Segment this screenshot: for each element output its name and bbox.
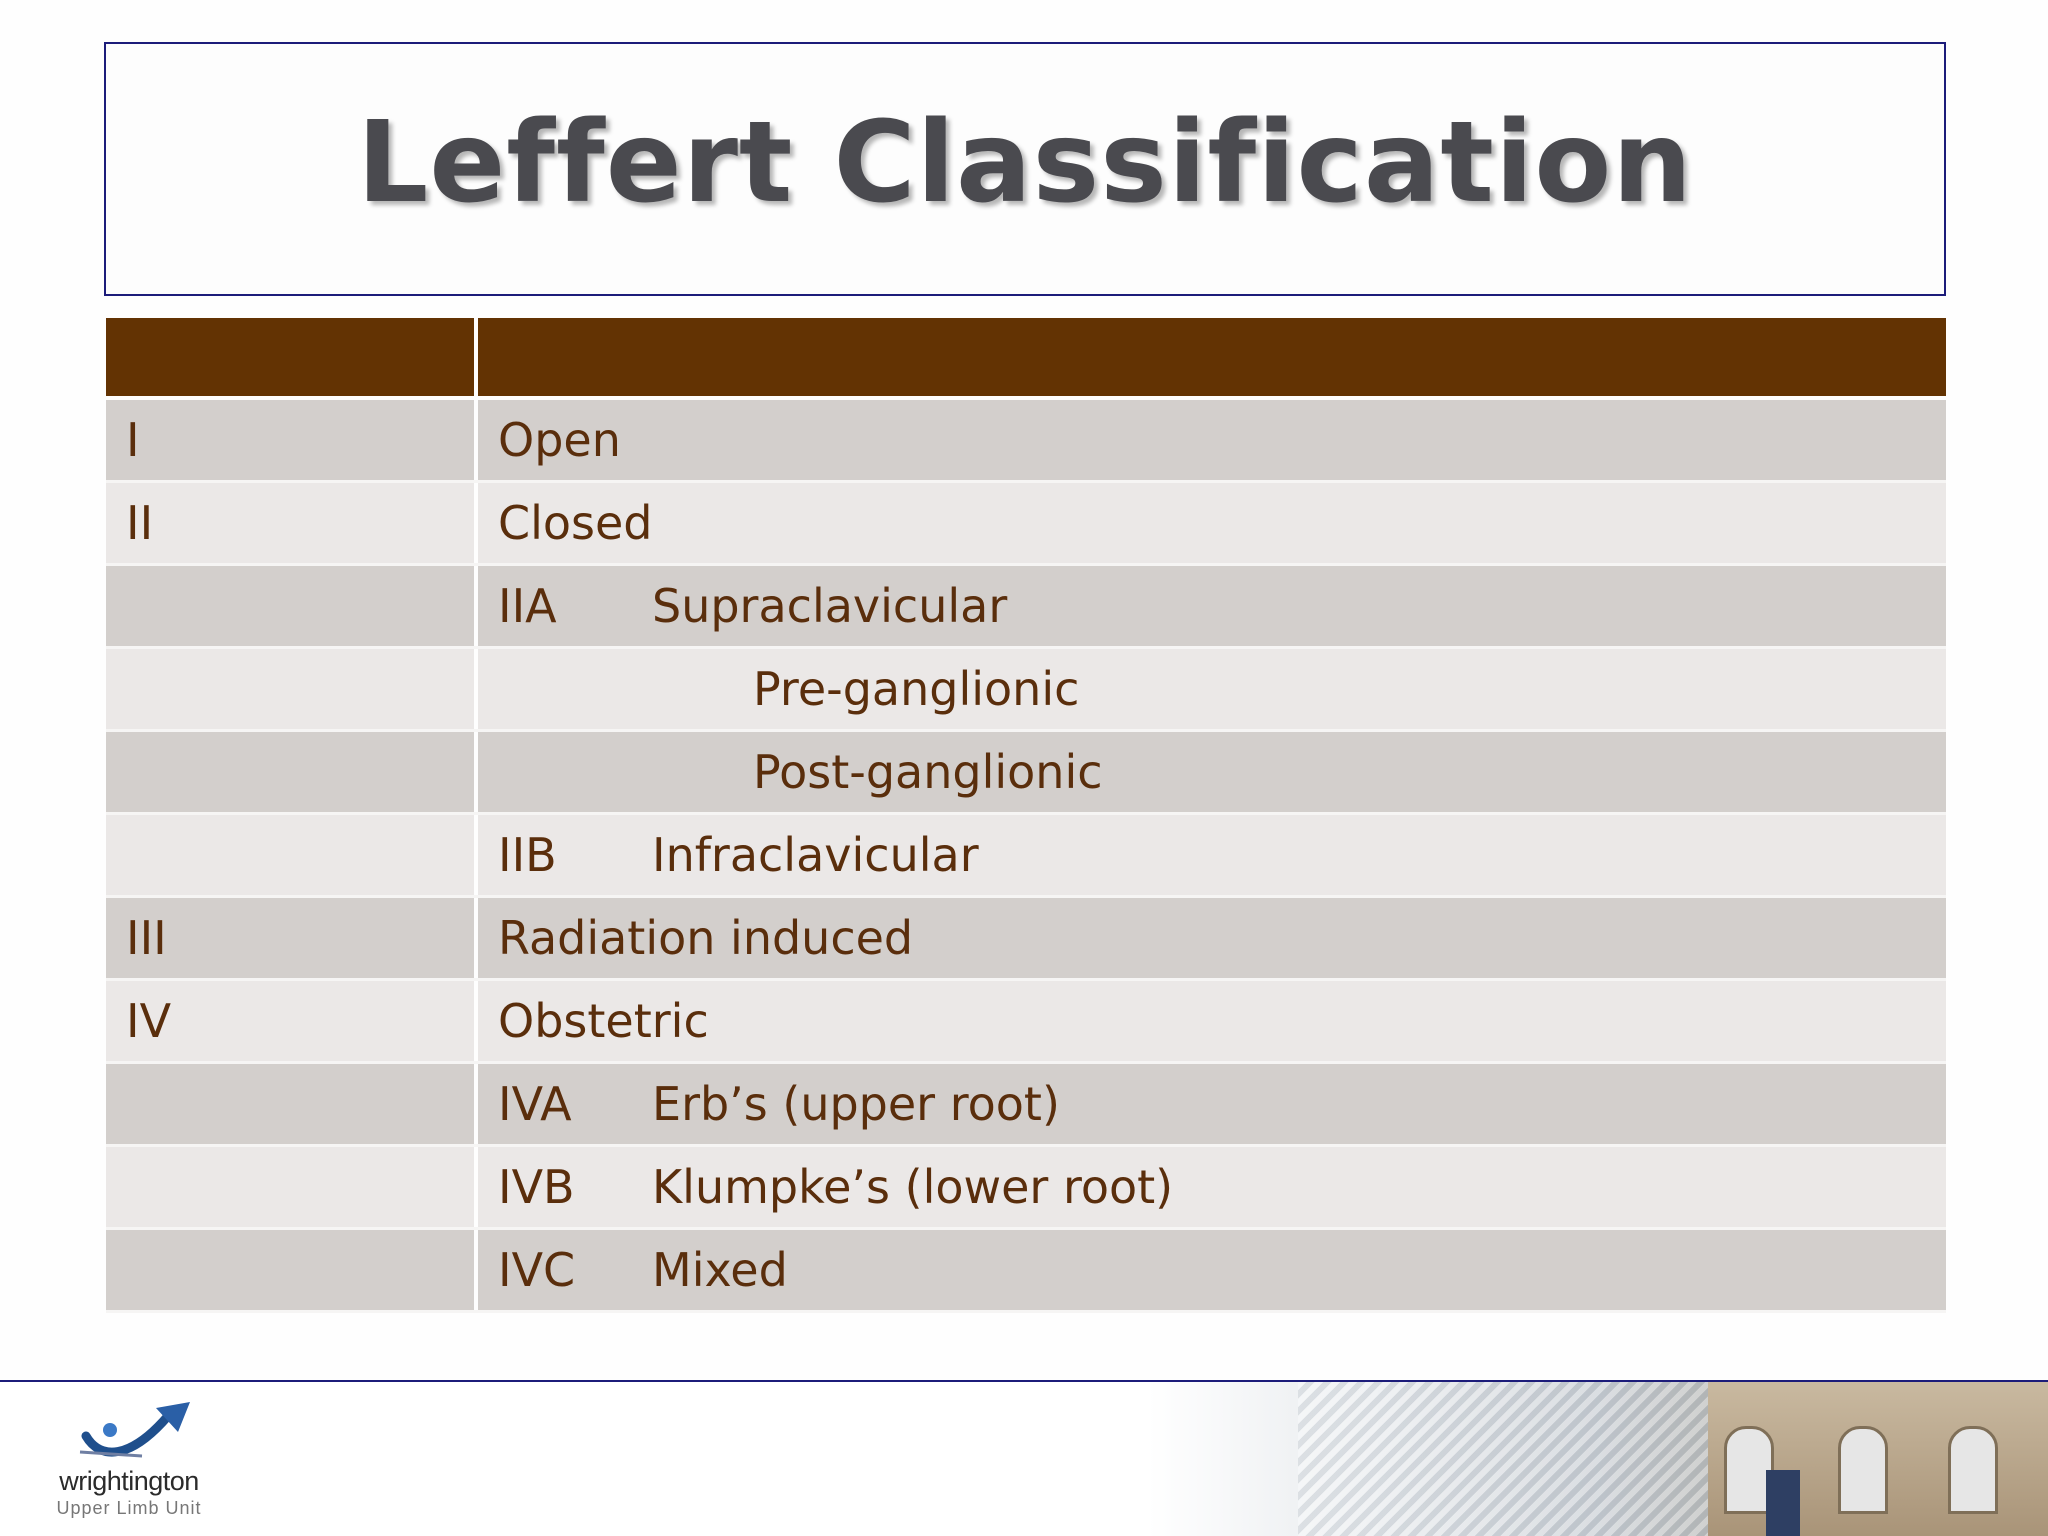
type-cell	[106, 1230, 474, 1310]
subtype-code: IVA	[498, 1077, 572, 1131]
description-cell	[478, 649, 1946, 729]
description-cell	[478, 400, 1946, 480]
description-cell	[478, 732, 1946, 812]
building-door	[1766, 1470, 1800, 1536]
type-cell	[106, 649, 474, 729]
title-box	[104, 42, 1946, 296]
arched-window	[1838, 1426, 1888, 1514]
photo-fade-pattern	[1298, 1382, 1748, 1536]
arched-window	[1948, 1426, 1998, 1514]
logo-name: wrightington	[59, 1466, 199, 1496]
wrightington-logo	[44, 1402, 214, 1526]
description-cell	[478, 1230, 1946, 1310]
description-label: Obstetric	[498, 994, 709, 1048]
table-row	[106, 483, 1946, 566]
type-cell: III	[106, 898, 474, 978]
description-cell	[478, 483, 1946, 563]
table-header-row	[106, 318, 1946, 396]
classification-table	[106, 318, 1946, 1313]
table-row	[106, 1064, 1946, 1147]
logo-subtitle: Upper Limb Unit	[56, 1498, 202, 1518]
type-cell	[106, 1147, 474, 1227]
description-cell	[478, 1147, 1946, 1227]
table-row	[106, 898, 1946, 981]
type-cell: II	[106, 483, 474, 563]
description-label: Pre-ganglionic	[753, 662, 1080, 716]
header-cell-type	[106, 318, 474, 396]
table-row	[106, 981, 1946, 1064]
subtype-code: IVB	[498, 1160, 575, 1214]
subtype-code: IIA	[498, 579, 557, 633]
description-cell	[478, 815, 1946, 895]
table-row	[106, 815, 1946, 898]
description-cell	[478, 566, 1946, 646]
building-photo	[1148, 1382, 2048, 1536]
table-row	[106, 732, 1946, 815]
table-row	[106, 566, 1946, 649]
description-cell	[478, 898, 1946, 978]
type-cell	[106, 732, 474, 812]
description-label: Open	[498, 413, 621, 467]
description-label: Erb’s (upper root)	[652, 1077, 1060, 1131]
slide-title: Leffert Classification	[356, 98, 1694, 228]
footer	[0, 1382, 2048, 1536]
upward-arrow-check-icon	[44, 1402, 214, 1464]
type-cell: I	[106, 400, 474, 480]
type-cell	[106, 815, 474, 895]
type-cell	[106, 566, 474, 646]
description-label: Radiation induced	[498, 911, 914, 965]
description-label: Klumpke’s (lower root)	[652, 1160, 1174, 1214]
description-label: Supraclavicular	[652, 579, 1008, 633]
table-row	[106, 1230, 1946, 1313]
description-label: Post-ganglionic	[753, 745, 1103, 799]
description-label: Closed	[498, 496, 653, 550]
table-row	[106, 1147, 1946, 1230]
description-label: Mixed	[652, 1243, 788, 1297]
table-row	[106, 400, 1946, 483]
subtype-code: IVC	[498, 1243, 576, 1297]
type-cell	[106, 1064, 474, 1144]
header-cell-description	[478, 318, 1946, 396]
subtype-code: IIB	[498, 828, 557, 882]
description-label: Infraclavicular	[652, 828, 979, 882]
table-row	[106, 649, 1946, 732]
description-cell	[478, 981, 1946, 1061]
description-cell	[478, 1064, 1946, 1144]
type-cell: IV	[106, 981, 474, 1061]
building-facade	[1708, 1382, 2048, 1536]
